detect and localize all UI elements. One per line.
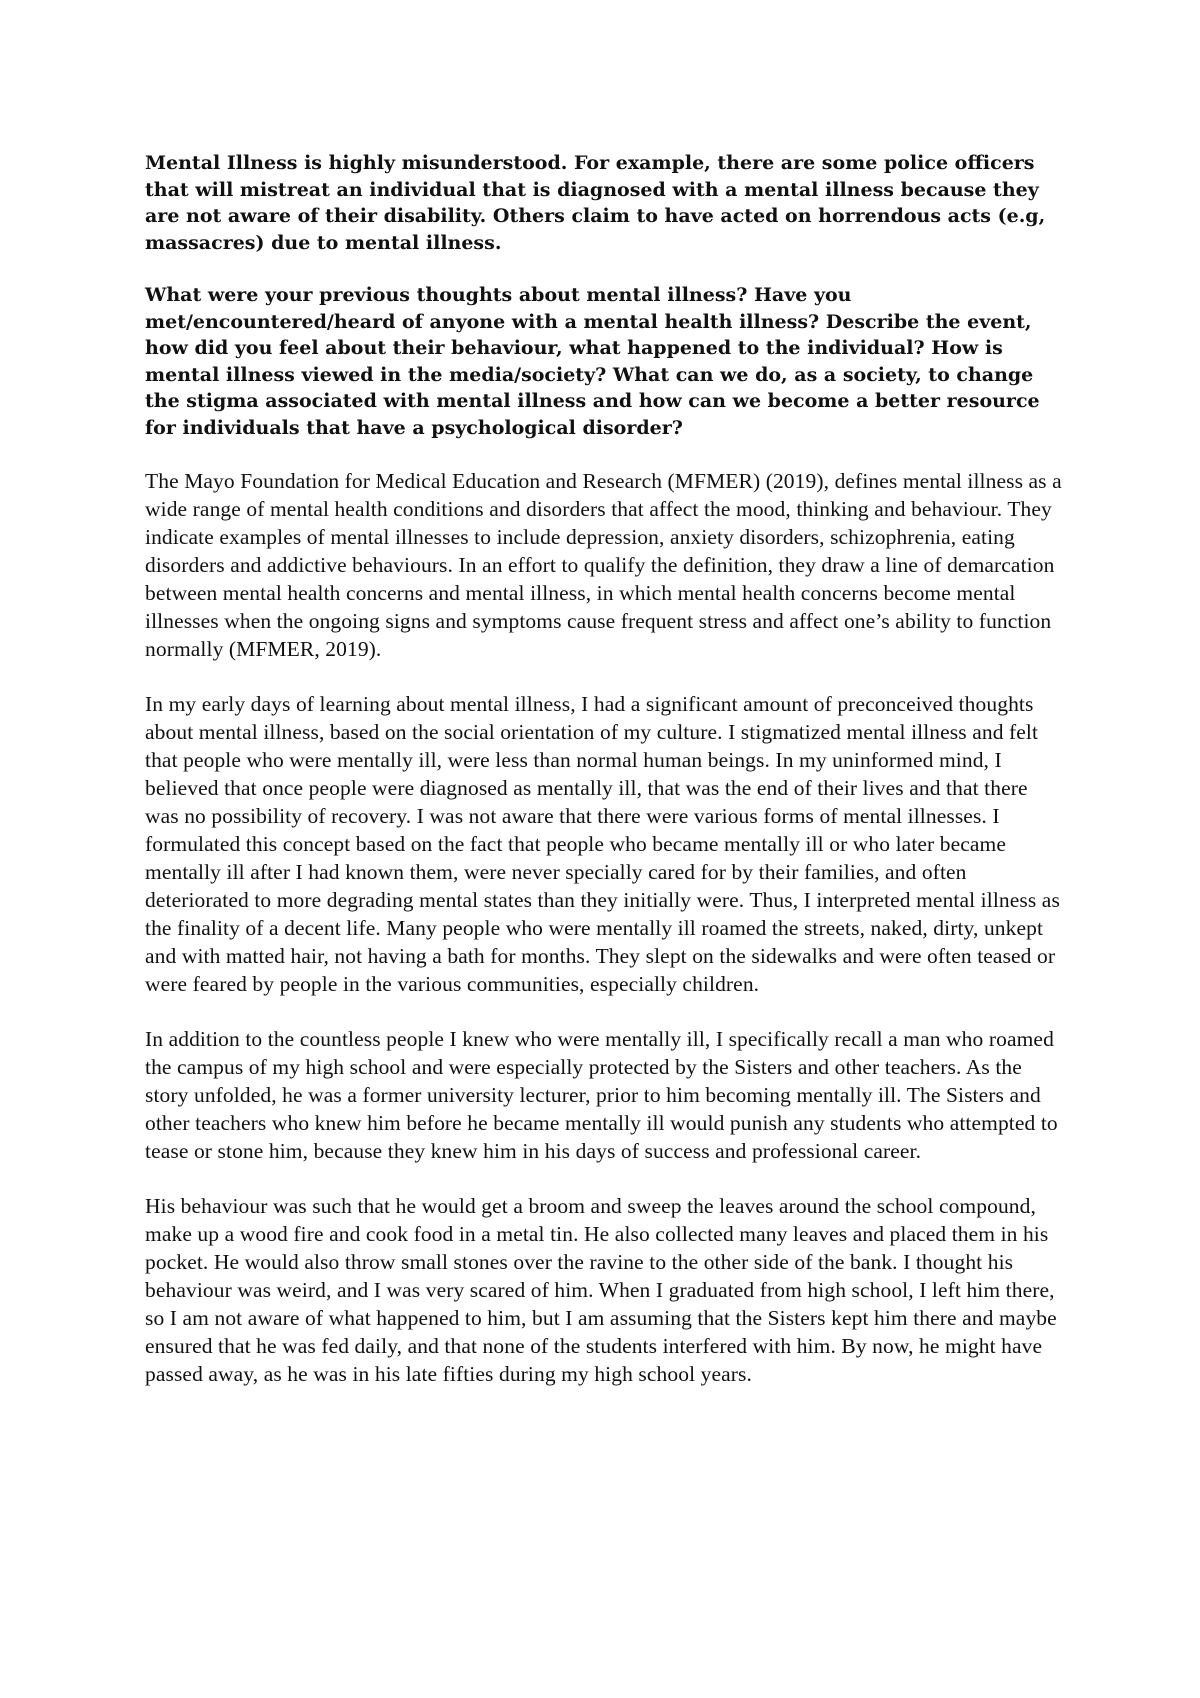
body-paragraph-early-thoughts: In my early days of learning about mental illness, I had a significant amount of preconceived thoughts about mental illness, based on the social orientation of my culture. I stigmatized mental illness and felt that people who were mentally ill, were less than normal human beings. In my uninformed mind, I believed that once people were diagnosed as mentally ill, that was the end of their lives and that there was no possibility of recovery. I was not aware that there were various forms of mental illnesses. I formulated this concept based on the fact that people who became mentally ill or who later became mentally ill after I had known them, were never specially cared for by their families, and often deteriorated to more degrading mental states than they initially were. Thus, I interpreted mental illness as the finality of a decent life. Many people who were mentally ill roamed the streets, naked, dirty, unkept and with matted hair, not having a bath for months. They slept on the sidewalks and were often teased or were feared by people in the various communities, especially children. bbox=[145, 692, 1060, 996]
body-paragraph-behaviour: His behaviour was such that he would get a broom and sweep the leaves around the school compound, make up a wood fire and cook food in a metal tin. He also collected many leaves and placed them in his pocket. He would also throw small stones over the ravine to the other side of the bank. I thought his behaviour was weird, and I was very scared of him. When I graduated from high school, I left him there, so I am not aware of what happened to him, but I am assuming that the Sisters kept him there and maybe ensured that he was fed daily, and that none of the students interfered with him. By now, he might have passed away, as he was in his late fifties during my high school years. bbox=[145, 1194, 1057, 1386]
body-paragraph-recollection: In addition to the countless people I knew who were mentally ill, I specifically recall a man who roamed the campus of my high school and were especially protected by the Sisters and other teachers. As the story unfolded, he was a former university lecturer, prior to him becoming mentally ill. The Sisters and other teachers who knew him before he became mentally ill would punish any students who attempted to tease or stone him, because they knew him in his days of success and professional career. bbox=[145, 1027, 1058, 1163]
body-paragraph-definition: The Mayo Foundation for Medical Education and Research (MFMER) (2019), defines mental illness as a wide range of mental health conditions and disorders that affect the mood, thinking and behaviour. They indicate examples of mental illnesses to include depression, anxiety disorders, schizophrenia, eating disorders and addictive behaviours. In an effort to qualify the definition, they draw a line of demarcation between mental health concerns and mental illness, in which mental health concerns become mental illnesses when the ongoing signs and symptoms cause frequent stress and affect one’s ability to function normally (MFMER, 2019). bbox=[145, 469, 1062, 661]
prompt-intro-paragraph: Mental Illness is highly misunderstood. For example, there are some police officers that will mistreat an individual that is diagnosed with a mental illness because they are not aware of their disability. Others claim to have acted on horrendous acts (e.g, massacres) due to mental illness. bbox=[145, 152, 1046, 254]
prompt-questions-paragraph: What were your previous thoughts about mental illness? Have you met/encountered/heard of anyone with a mental health illness? Describe the event, how did you feel about their behaviour, what happened to the individual? How is mental illness viewed in the media/society? What can we do, as a society, to change the stigma associated with mental illness and how can we become a better resource for individuals that have a psychological disorder? bbox=[145, 284, 1040, 439]
document-content bbox=[145, 150, 1065, 1415]
